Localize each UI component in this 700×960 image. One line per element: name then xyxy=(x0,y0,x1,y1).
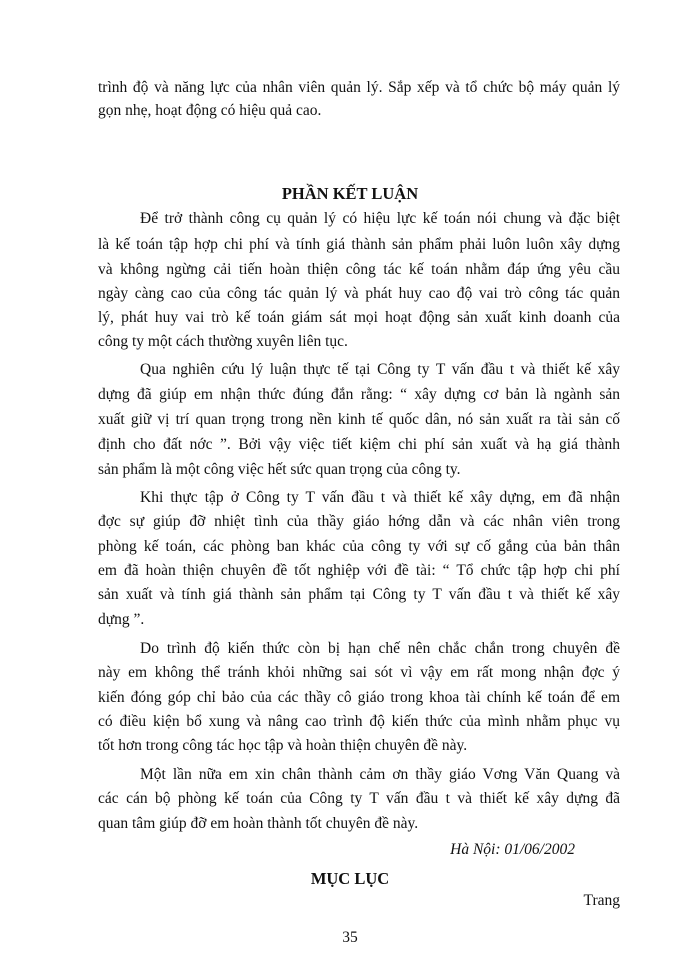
paragraph-3-line-4: em đã hoàn thiện chuyên đề tốt nghiệp với đề tài: “ Tổ chức tập hợp chi phí xyxy=(98,562,620,579)
paragraph-5-line-2: các cán bộ phòng kế toán của Công ty T vấn đầu t và thiết kế xây dựng đã xyxy=(98,790,620,807)
toc-title: MỤC LỤC xyxy=(310,869,390,888)
section-title: PHẦN KẾT LUẬN xyxy=(281,184,419,203)
paragraph-1-line-6: công ty một cách thường xuyên liên tục. xyxy=(98,333,348,350)
paragraph-3-line-2: đợc sự giúp đỡ nhiệt tình của thầy giáo hớng dẫn và các nhân viên trong xyxy=(98,513,620,530)
paragraph-4-line-4: có điều kiện bổ xung và nâng cao trình độ kiến thức của mình nhằm phục vụ xyxy=(98,713,620,730)
paragraph-3-line-3: phòng kế toán, các phòng ban khác của công ty với sự cố gắng của bản thân xyxy=(98,538,620,555)
paragraph-4-line-5: tốt hơn trong công tác học tập và hoàn thiện chuyên đề này. xyxy=(98,737,468,754)
paragraph-4-line-2: này em không thể tránh khỏi những sai sót vì vậy em rất mong nhận đợc ý xyxy=(98,664,620,681)
page-number: 35 xyxy=(342,929,358,946)
paragraph-2-line-2: dựng đã giúp em nhận thức đúng đắn rằng: “ xây dựng cơ bản là ngành sản xyxy=(98,386,620,403)
intro-line-2: gọn nhẹ, hoạt động có hiệu quả cao. xyxy=(98,102,322,119)
paragraph-1-line-1: Để trở thành công cụ quản lý có hiệu lực kế toán nói chung và đặc biệt xyxy=(140,210,620,227)
toc-page-label: Trang xyxy=(583,892,620,909)
paragraph-3-line-1: Khi thực tập ở Công ty T vấn đầu t và thiết kế xây dựng, em đã nhận xyxy=(140,489,620,506)
paragraph-2-line-3: xuất giữ vị trí quan trọng trong nền kinh tế quốc dân, nó sản xuất ra tài sản cố xyxy=(98,411,620,428)
paragraph-3-line-6: dựng ”. xyxy=(98,611,145,628)
paragraph-2-line-5: sản phẩm là một công việc hết sức quan trọng của công ty. xyxy=(98,461,461,478)
paragraph-1-line-5: lý, phát huy vai trò kế toán giám sát mọi hoạt động sản xuất kinh doanh của xyxy=(98,309,620,326)
paragraph-3-line-5: sản xuất và tính giá thành sản phẩm tại Công ty T vấn đầu t và thiết kế xây xyxy=(98,586,620,603)
paragraph-1-line-2: là kế toán tập hợp chi phí và tính giá thành sản phẩm phải luôn luôn xây dựng xyxy=(98,236,620,253)
paragraph-5-line-3: quan tâm giúp đỡ em hoàn thành tốt chuyên đề này. xyxy=(98,815,419,832)
signature-date: Hà Nội: 01/06/2002 xyxy=(450,841,575,858)
paragraph-2-line-4: định cho đất nớc ”. Bởi vậy việc tiết kiệm chi phí sản xuất và hạ giá thành xyxy=(98,436,620,453)
paragraph-4-line-3: kiến đóng góp chỉ bảo của các thầy cô giáo trong khoa tài chính kế toán để em xyxy=(98,689,620,706)
paragraph-4-line-1: Do trình độ kiến thức còn bị hạn chế nên chắc chắn trong chuyên đề xyxy=(140,640,620,657)
paragraph-2-line-1: Qua nghiên cứu lý luận thực tế tại Công ty T vấn đầu t và thiết kế xây xyxy=(140,361,620,378)
paragraph-1-line-4: ngày càng cao của công tác quản lý và phát huy cao độ vai trò công tác quản xyxy=(98,285,620,302)
intro-line-1: trình độ và năng lực của nhân viên quản lý. Sắp xếp và tổ chức bộ máy quản lý xyxy=(98,79,620,96)
paragraph-1-line-3: và không ngừng cải tiến hoàn thiện công tác kế toán nhằm đáp ứng yêu cầu xyxy=(98,261,620,278)
paragraph-5-line-1: Một lần nữa em xin chân thành cảm ơn thầy giáo Vơng Văn Quang và xyxy=(140,766,620,783)
